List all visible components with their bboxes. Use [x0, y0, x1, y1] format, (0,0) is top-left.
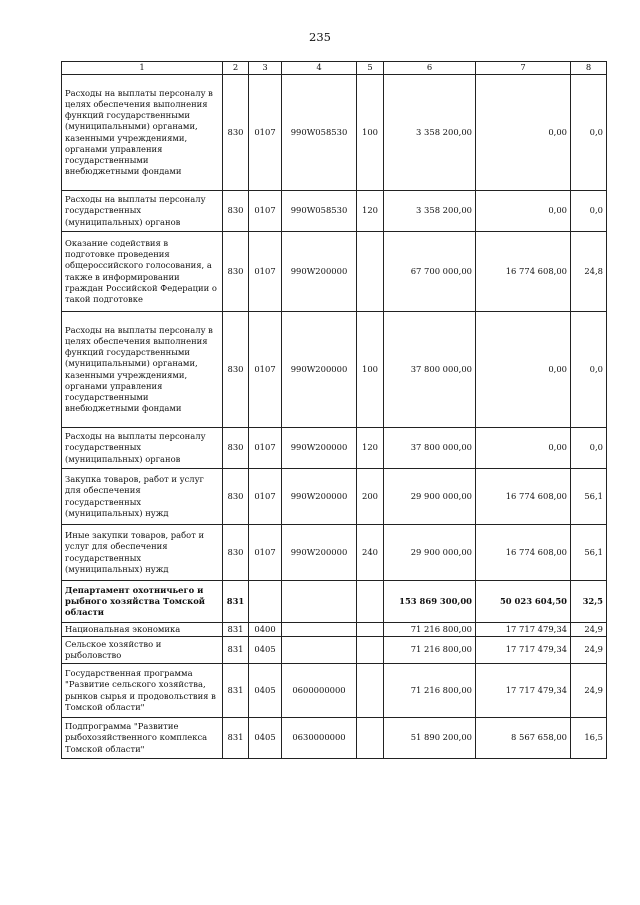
table-row: [62, 637, 607, 664]
cell-executed: 16 774 608,00: [476, 525, 571, 581]
cell-executed: 17 717 479,34: [476, 637, 571, 664]
cell-planned: 3 358 200,00: [384, 75, 476, 191]
cell-target-code: [282, 623, 357, 637]
cell-percent: 0,0: [571, 191, 607, 232]
cell-executed: 16 774 608,00: [476, 469, 571, 525]
cell-executed: 8 567 658,00: [476, 718, 571, 759]
cell-admin-code: 831: [223, 623, 249, 637]
cell-section-code: 0400: [249, 623, 282, 637]
cell-target-code: 990W200000: [282, 312, 357, 428]
cell-section-code: 0107: [249, 191, 282, 232]
column-header: 5: [357, 62, 384, 75]
row-name: Расходы на выплаты персоналу в целях обеспечения выполнения функций государственными (муниципальными) органами, казенными учреждениями, органами управления государственными внебюджетными фондами: [62, 312, 223, 428]
column-header: 4: [282, 62, 357, 75]
cell-planned: 51 890 200,00: [384, 718, 476, 759]
cell-percent: 24,9: [571, 637, 607, 664]
cell-expense-type: 120: [357, 191, 384, 232]
table-header-row: [62, 62, 607, 75]
cell-planned: 3 358 200,00: [384, 191, 476, 232]
cell-section-code: [249, 581, 282, 623]
cell-target-code: 0630000000: [282, 718, 357, 759]
column-header: 7: [476, 62, 571, 75]
cell-target-code: 990W058530: [282, 75, 357, 191]
cell-executed: 0,00: [476, 428, 571, 469]
cell-executed: 17 717 479,34: [476, 623, 571, 637]
cell-admin-code: 831: [223, 664, 249, 718]
cell-percent: 24,9: [571, 664, 607, 718]
cell-admin-code: 831: [223, 718, 249, 759]
row-name: Департамент охотничьего и рыбного хозяйства Томской области: [62, 581, 223, 623]
cell-planned: 67 700 000,00: [384, 232, 476, 312]
cell-admin-code: 830: [223, 232, 249, 312]
cell-admin-code: 830: [223, 428, 249, 469]
cell-executed: 50 023 604,50: [476, 581, 571, 623]
row-name: Государственная программа "Развитие сельского хозяйства, рынков сырья и продовольствия в Томской области": [62, 664, 223, 718]
table-row: [62, 525, 607, 581]
column-header: 6: [384, 62, 476, 75]
cell-section-code: 0107: [249, 75, 282, 191]
cell-executed: 0,00: [476, 312, 571, 428]
cell-admin-code: 830: [223, 191, 249, 232]
cell-expense-type: [357, 232, 384, 312]
row-name: Закупка товаров, работ и услуг для обеспечения государственных (муниципальных) нужд: [62, 469, 223, 525]
cell-planned: 71 216 800,00: [384, 664, 476, 718]
cell-target-code: [282, 581, 357, 623]
table-row: [62, 664, 607, 718]
cell-section-code: 0107: [249, 232, 282, 312]
cell-admin-code: 831: [223, 581, 249, 623]
cell-target-code: 990W200000: [282, 469, 357, 525]
cell-executed: 0,00: [476, 75, 571, 191]
cell-section-code: 0107: [249, 428, 282, 469]
table-row: [62, 581, 607, 623]
cell-expense-type: 120: [357, 428, 384, 469]
cell-percent: 32,5: [571, 581, 607, 623]
cell-executed: 17 717 479,34: [476, 664, 571, 718]
column-header: 2: [223, 62, 249, 75]
cell-percent: 56,1: [571, 469, 607, 525]
cell-percent: 56,1: [571, 525, 607, 581]
row-name: Расходы на выплаты персоналу государственных (муниципальных) органов: [62, 428, 223, 469]
cell-expense-type: [357, 664, 384, 718]
cell-percent: 24,8: [571, 232, 607, 312]
cell-executed: 0,00: [476, 191, 571, 232]
cell-target-code: 0600000000: [282, 664, 357, 718]
cell-expense-type: [357, 623, 384, 637]
cell-percent: 16,5: [571, 718, 607, 759]
cell-executed: 16 774 608,00: [476, 232, 571, 312]
cell-planned: 153 869 300,00: [384, 581, 476, 623]
table-row: [62, 191, 607, 232]
cell-target-code: 990W200000: [282, 232, 357, 312]
cell-planned: 29 900 000,00: [384, 469, 476, 525]
cell-expense-type: 240: [357, 525, 384, 581]
cell-expense-type: 100: [357, 312, 384, 428]
cell-planned: 37 800 000,00: [384, 312, 476, 428]
column-header: 8: [571, 62, 607, 75]
cell-section-code: 0405: [249, 664, 282, 718]
row-name: Национальная экономика: [62, 623, 223, 637]
table-row: [62, 75, 607, 191]
cell-admin-code: 831: [223, 637, 249, 664]
cell-section-code: 0107: [249, 469, 282, 525]
cell-percent: 0,0: [571, 75, 607, 191]
cell-section-code: 0405: [249, 718, 282, 759]
table-row: [62, 718, 607, 759]
cell-section-code: 0107: [249, 525, 282, 581]
row-name: Подпрограмма "Развитие рыбохозяйственного комплекса Томской области": [62, 718, 223, 759]
cell-expense-type: 200: [357, 469, 384, 525]
cell-percent: 24,9: [571, 623, 607, 637]
table-row: [62, 623, 607, 637]
row-name: Сельское хозяйство и рыболовство: [62, 637, 223, 664]
table-row: [62, 312, 607, 428]
cell-section-code: 0405: [249, 637, 282, 664]
cell-admin-code: 830: [223, 525, 249, 581]
cell-target-code: [282, 637, 357, 664]
cell-target-code: 990W200000: [282, 525, 357, 581]
cell-admin-code: 830: [223, 469, 249, 525]
cell-planned: 71 216 800,00: [384, 637, 476, 664]
row-name: Иные закупки товаров, работ и услуг для обеспечения государственных (муниципальных) нужд: [62, 525, 223, 581]
row-name: Оказание содействия в подготовке проведения общероссийского голосования, а также в информировании граждан Российской Федерации о такой подготовке: [62, 232, 223, 312]
row-name: Расходы на выплаты персоналу государственных (муниципальных) органов: [62, 191, 223, 232]
budget-table: [61, 61, 607, 759]
cell-planned: 37 800 000,00: [384, 428, 476, 469]
row-name: Расходы на выплаты персоналу в целях обеспечения выполнения функций государственными (муниципальными) органами, казенными учреждениями, органами управления государственными внебюджетными фондами: [62, 75, 223, 191]
cell-admin-code: 830: [223, 75, 249, 191]
table-row: [62, 428, 607, 469]
cell-expense-type: 100: [357, 75, 384, 191]
cell-expense-type: [357, 637, 384, 664]
cell-expense-type: [357, 718, 384, 759]
column-header: 1: [62, 62, 223, 75]
cell-target-code: 990W058530: [282, 191, 357, 232]
cell-planned: 29 900 000,00: [384, 525, 476, 581]
cell-expense-type: [357, 581, 384, 623]
cell-percent: 0,0: [571, 312, 607, 428]
column-header: 3: [249, 62, 282, 75]
cell-percent: 0,0: [571, 428, 607, 469]
table-row: [62, 469, 607, 525]
cell-target-code: 990W200000: [282, 428, 357, 469]
cell-admin-code: 830: [223, 312, 249, 428]
cell-section-code: 0107: [249, 312, 282, 428]
table-row: [62, 232, 607, 312]
cell-planned: 71 216 800,00: [384, 623, 476, 637]
page-number: 235: [309, 30, 331, 44]
